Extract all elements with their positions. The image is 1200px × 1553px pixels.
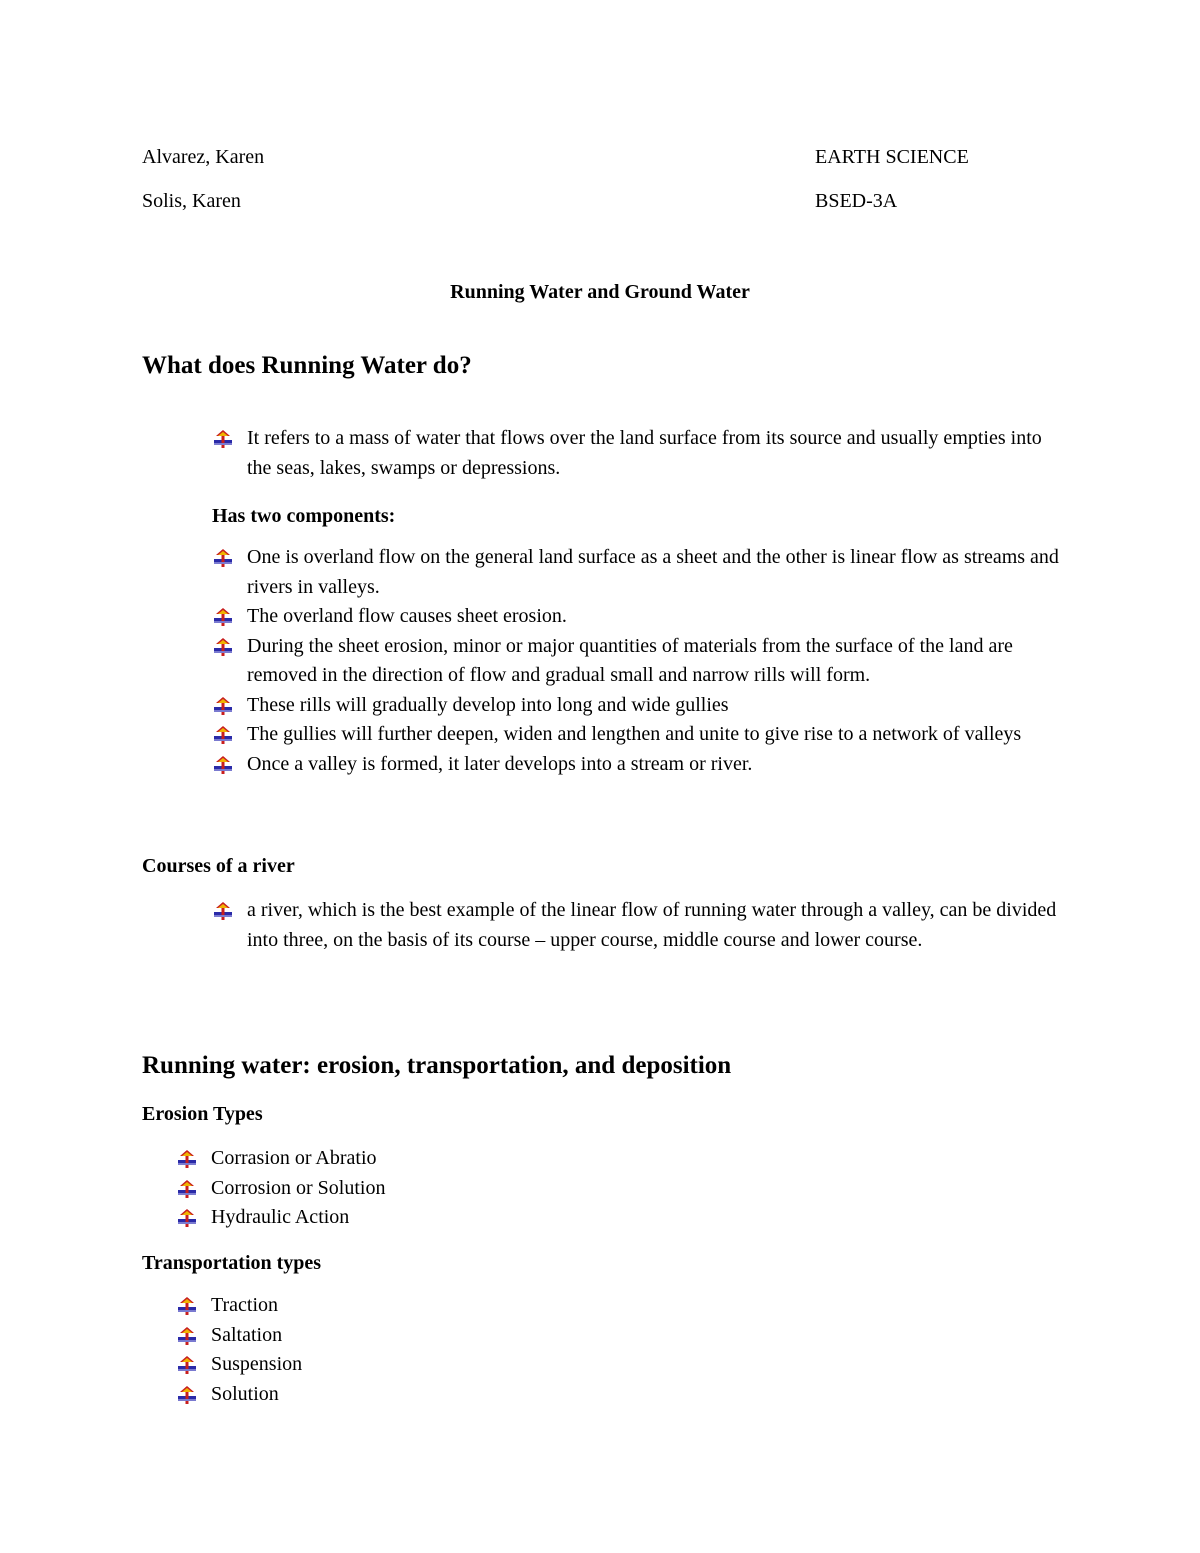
list-item — [176, 1291, 676, 1321]
list-item — [176, 1350, 676, 1380]
section-heading-running-water: What does Running Water do? — [142, 352, 472, 379]
arrow-bullet-icon — [212, 428, 234, 450]
list-item-text: Corrasion or Abratio — [211, 1147, 377, 1169]
author-2: Solis, Karen — [142, 190, 241, 212]
list-item — [176, 1203, 676, 1233]
arrow-bullet-icon — [212, 695, 234, 717]
arrow-bullet-icon — [212, 900, 234, 922]
list-item-text: The gullies will further deepen, widen and lengthen and unite to give rise to a network of valleys — [247, 723, 1022, 745]
arrow-bullet-icon — [176, 1178, 198, 1200]
list-item — [176, 1380, 676, 1410]
list-item — [212, 602, 1062, 632]
list-item-text: Traction — [211, 1294, 279, 1316]
list-item-text: Hydraulic Action — [211, 1206, 350, 1228]
erosion-types-list — [176, 1144, 676, 1233]
list-item-text: During the sheet erosion, minor or major quantities of materials from the surface of the land are removed in the direction of flow and gradual small and narrow rills will form. — [247, 634, 1013, 686]
list-item — [212, 543, 1062, 602]
transportation-types-list — [176, 1291, 676, 1409]
list-item — [212, 691, 1062, 721]
arrow-bullet-icon — [212, 724, 234, 746]
list-item — [176, 1321, 676, 1351]
list-item — [212, 632, 1062, 691]
subheading-transportation-types: Transportation types — [142, 1252, 322, 1274]
arrow-bullet-icon — [176, 1295, 198, 1317]
arrow-bullet-icon — [212, 754, 234, 776]
intro-bullet-list — [212, 424, 1062, 483]
document-title: Running Water and Ground Water — [450, 281, 750, 303]
list-item — [212, 424, 1062, 483]
arrow-bullet-icon — [176, 1384, 198, 1406]
subject: EARTH SCIENCE — [815, 146, 969, 168]
list-item-text: Saltation — [211, 1323, 283, 1346]
list-item-text: Once a valley is formed, it later develops into a stream or river. — [247, 752, 753, 775]
list-item — [176, 1174, 676, 1204]
arrow-bullet-icon — [176, 1148, 198, 1170]
list-item-text: Corrosion or Solution — [211, 1176, 386, 1199]
list-item-text: The overland flow causes sheet erosion. — [247, 605, 567, 627]
list-item-text: It refers to a mass of water that flows over the land surface from its source and usually empties into the seas, lakes, swamps or depressions. — [247, 427, 1042, 479]
section-heading-erosion-transport: Running water: erosion, transportation, and deposition — [142, 1052, 732, 1079]
list-item — [212, 720, 1062, 750]
list-item-text: a river, which is the best example of the linear flow of running water through a valley, can be divided into three, on the basis of its course – upper course, middle course and lower course. — [247, 899, 1057, 951]
components-bullet-list — [212, 543, 1062, 779]
subheading-courses: Courses of a river — [142, 855, 295, 877]
list-item — [176, 1144, 676, 1174]
arrow-bullet-icon — [212, 636, 234, 658]
subheading-erosion-types: Erosion Types — [142, 1103, 263, 1125]
arrow-bullet-icon — [176, 1207, 198, 1229]
arrow-bullet-icon — [212, 606, 234, 628]
arrow-bullet-icon — [176, 1325, 198, 1347]
courses-bullet-list — [212, 896, 1072, 955]
list-item-text: One is overland flow on the general land surface as a sheet and the other is linear flow as streams and rivers in valleys. — [247, 546, 1059, 598]
arrow-bullet-icon — [176, 1354, 198, 1376]
list-item-text: Suspension — [211, 1353, 303, 1375]
list-item-text: These rills will gradually develop into long and wide gullies — [247, 693, 729, 716]
class-section: BSED-3A — [815, 190, 898, 212]
arrow-bullet-icon — [212, 547, 234, 569]
subheading-components: Has two components: — [212, 505, 396, 527]
author-1: Alvarez, Karen — [142, 146, 265, 168]
list-item — [212, 896, 1072, 955]
list-item-text: Solution — [211, 1382, 279, 1405]
list-item — [212, 750, 1062, 780]
